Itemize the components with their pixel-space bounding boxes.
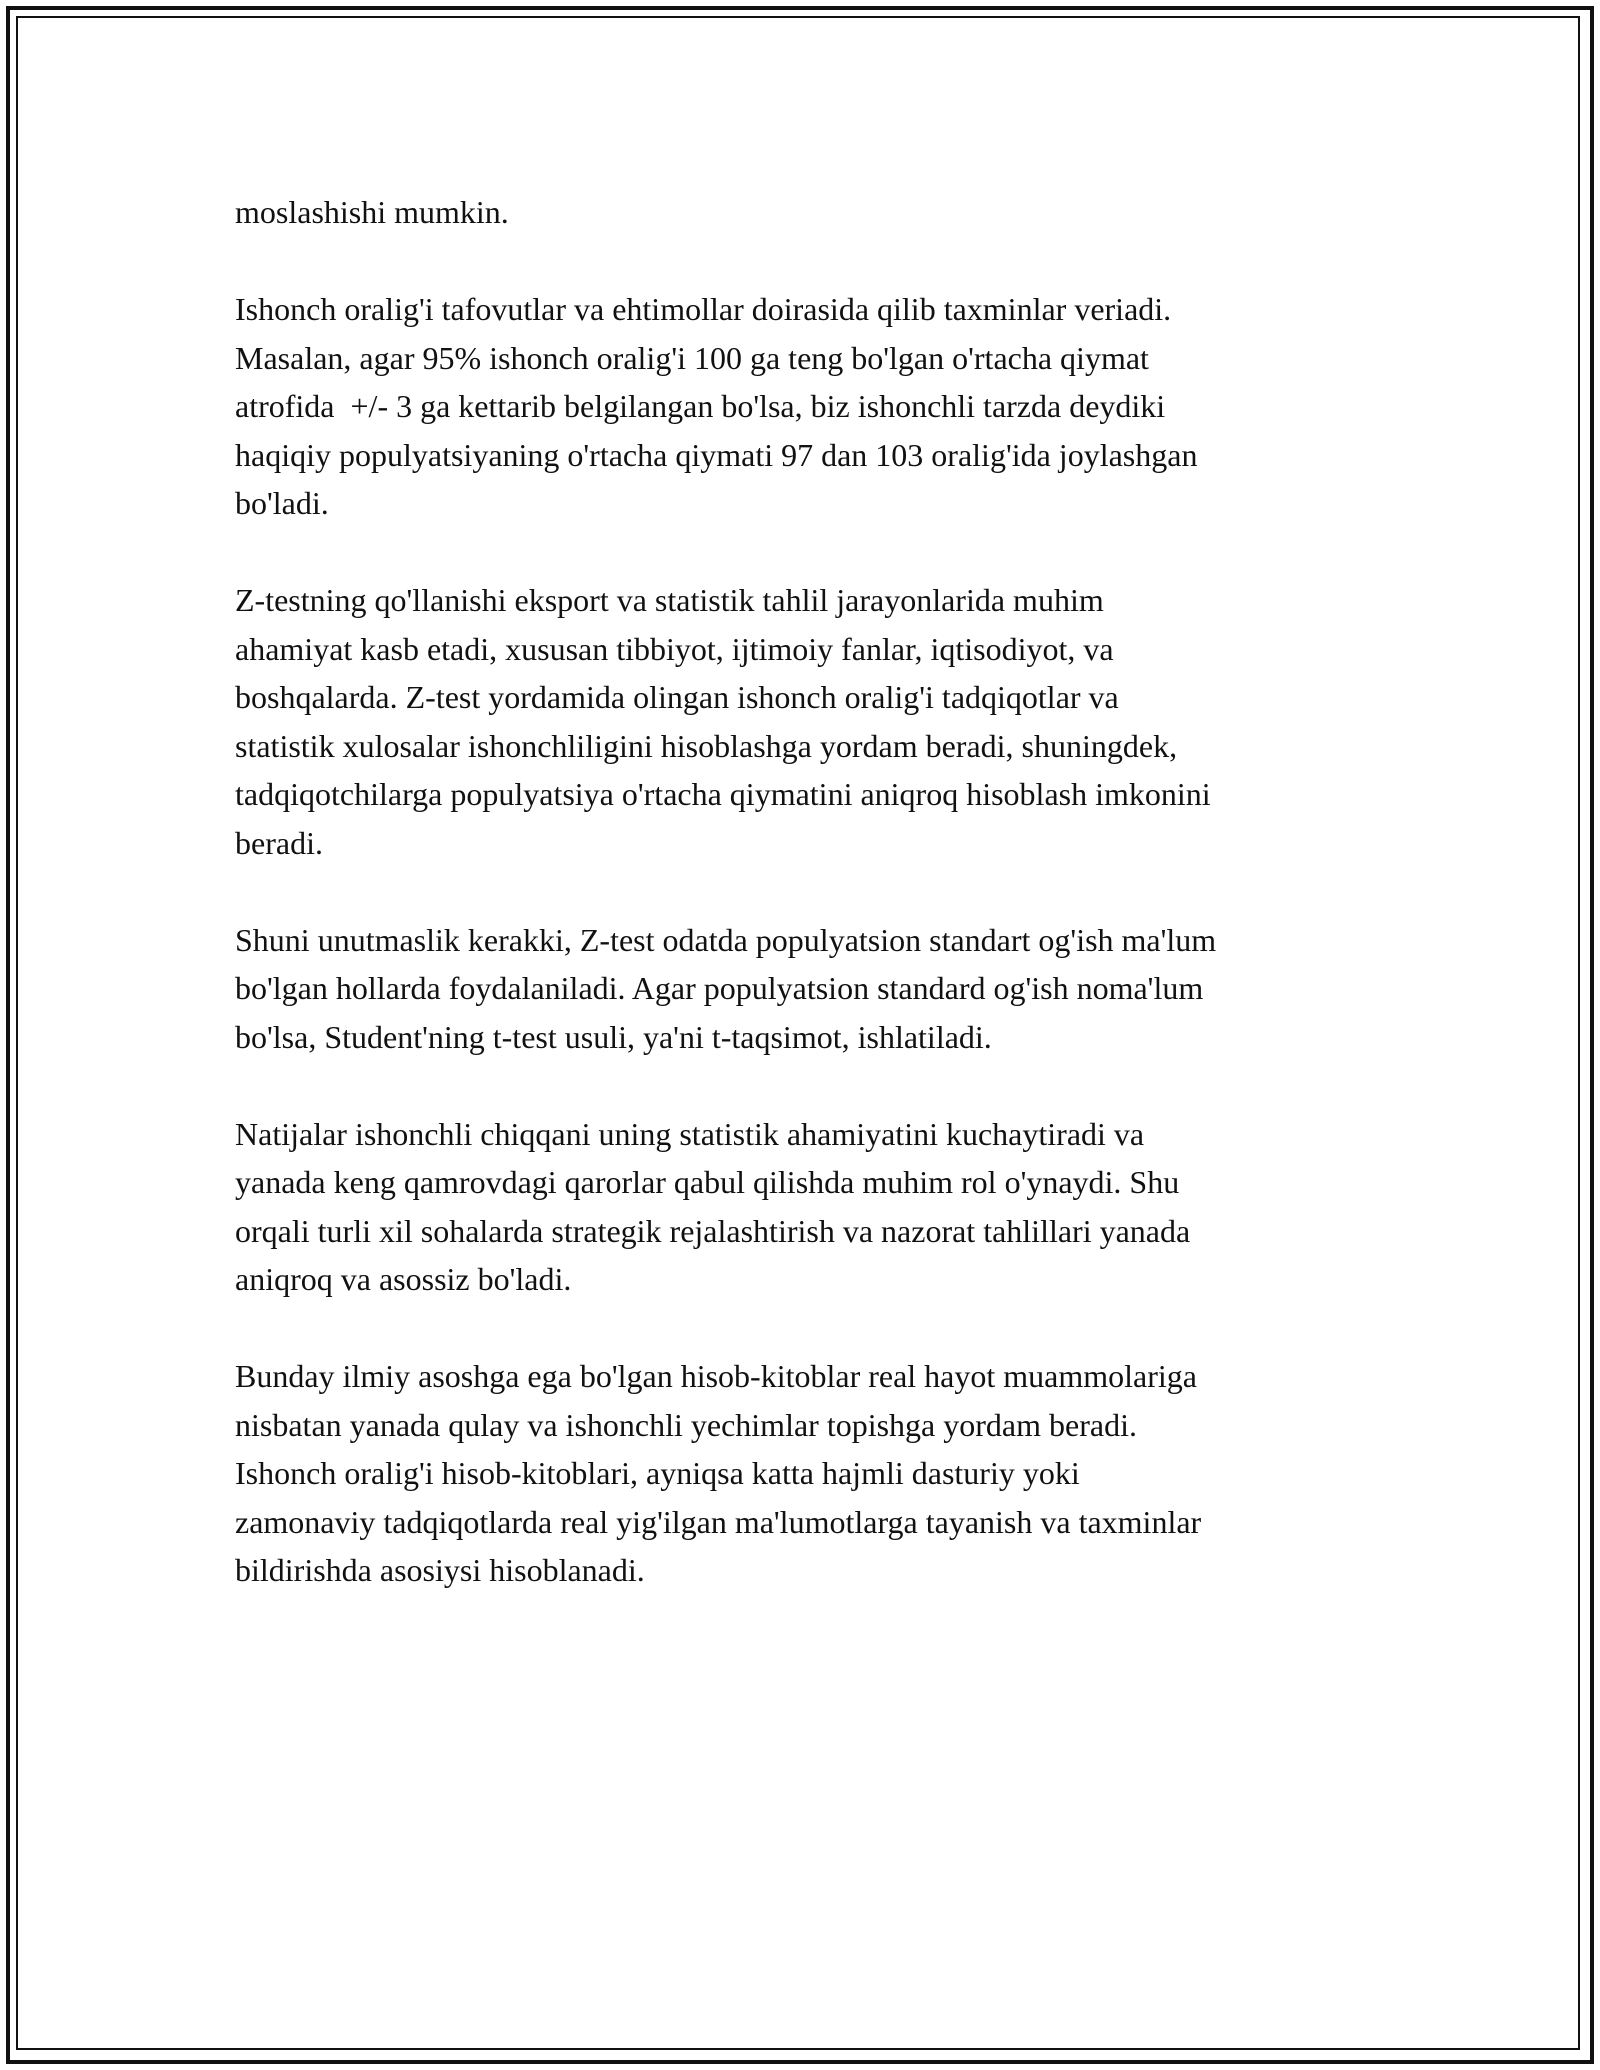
paragraph-1: moslashishi mumkin. <box>235 194 509 230</box>
paragraph-5: Natijalar ishonchli chiqqani uning statistik ahamiyatini kuchaytiradi va yanada keng qamrovdagi qarorlar qabul qilishda muhim rol o'ynaydi. Shu orqali turli xil sohalarda strategik rejalashtirish va nazorat tahlillari yanada aniqroq va asossiz bo'ladi. <box>235 1115 1191 1297</box>
document-body <box>235 188 1375 1643</box>
paragraph-4: Shuni unutmaslik kerakki, Z-test odatda populyatsion standart og'ish ma'lum bo'lgan hollarda foydalaniladi. Agar populyatsion standard og'ish noma'lum bo'lsa, Student'ning t-test usuli, ya'ni t-taqsimot, ishlatiladi. <box>235 921 1217 1055</box>
paragraph-6: Bunday ilmiy asoshga ega bo'lgan hisob-kitoblar real hayot muammolariga nisbatan yanada qulay va ishonchli yechimlar topishga yordam beradi. Ishonch oralig'i hisob-kitoblari, ayniqsa katta hajmli dasturiy yoki zamonaviy tadqiqotlarda real yig'ilgan ma'lumotlarga tayanish va taxminlar bildirishda asosiysi hisoblanadi. <box>235 1358 1202 1588</box>
paragraph-2: Ishonch oralig'i tafovutlar va ehtimollar doirasida qilib taxminlar veriadi. Masalan, agar 95% ishonch oralig'i 100 ga teng bo'lgan o'rtacha qiymat atrofida +/- 3 ga kettarib belgilangan bo'lsa, biz ishonchli tarzda deydiki haqiqiy populyatsiyaning o'rtacha qiymati 97 dan 103 oralig'ida joylashgan bo'ladi. <box>235 291 1198 521</box>
paragraph-3: Z-testning qo'llanishi eksport va statistik tahlil jarayonlarida muhim ahamiyat kasb etadi, xususan tibbiyot, ijtimoiy fanlar, iqtisodiyot, va boshqalarda. Z-test yordamida olingan ishonch oralig'i tadqiqotlar va statistik xulosalar ishonchliligini hisoblashga yordam beradi, shuningdek, tadqiqotchilarga populyatsiya o'rtacha qiymatini aniqroq hisoblash imkonini beradi. <box>235 582 1211 861</box>
